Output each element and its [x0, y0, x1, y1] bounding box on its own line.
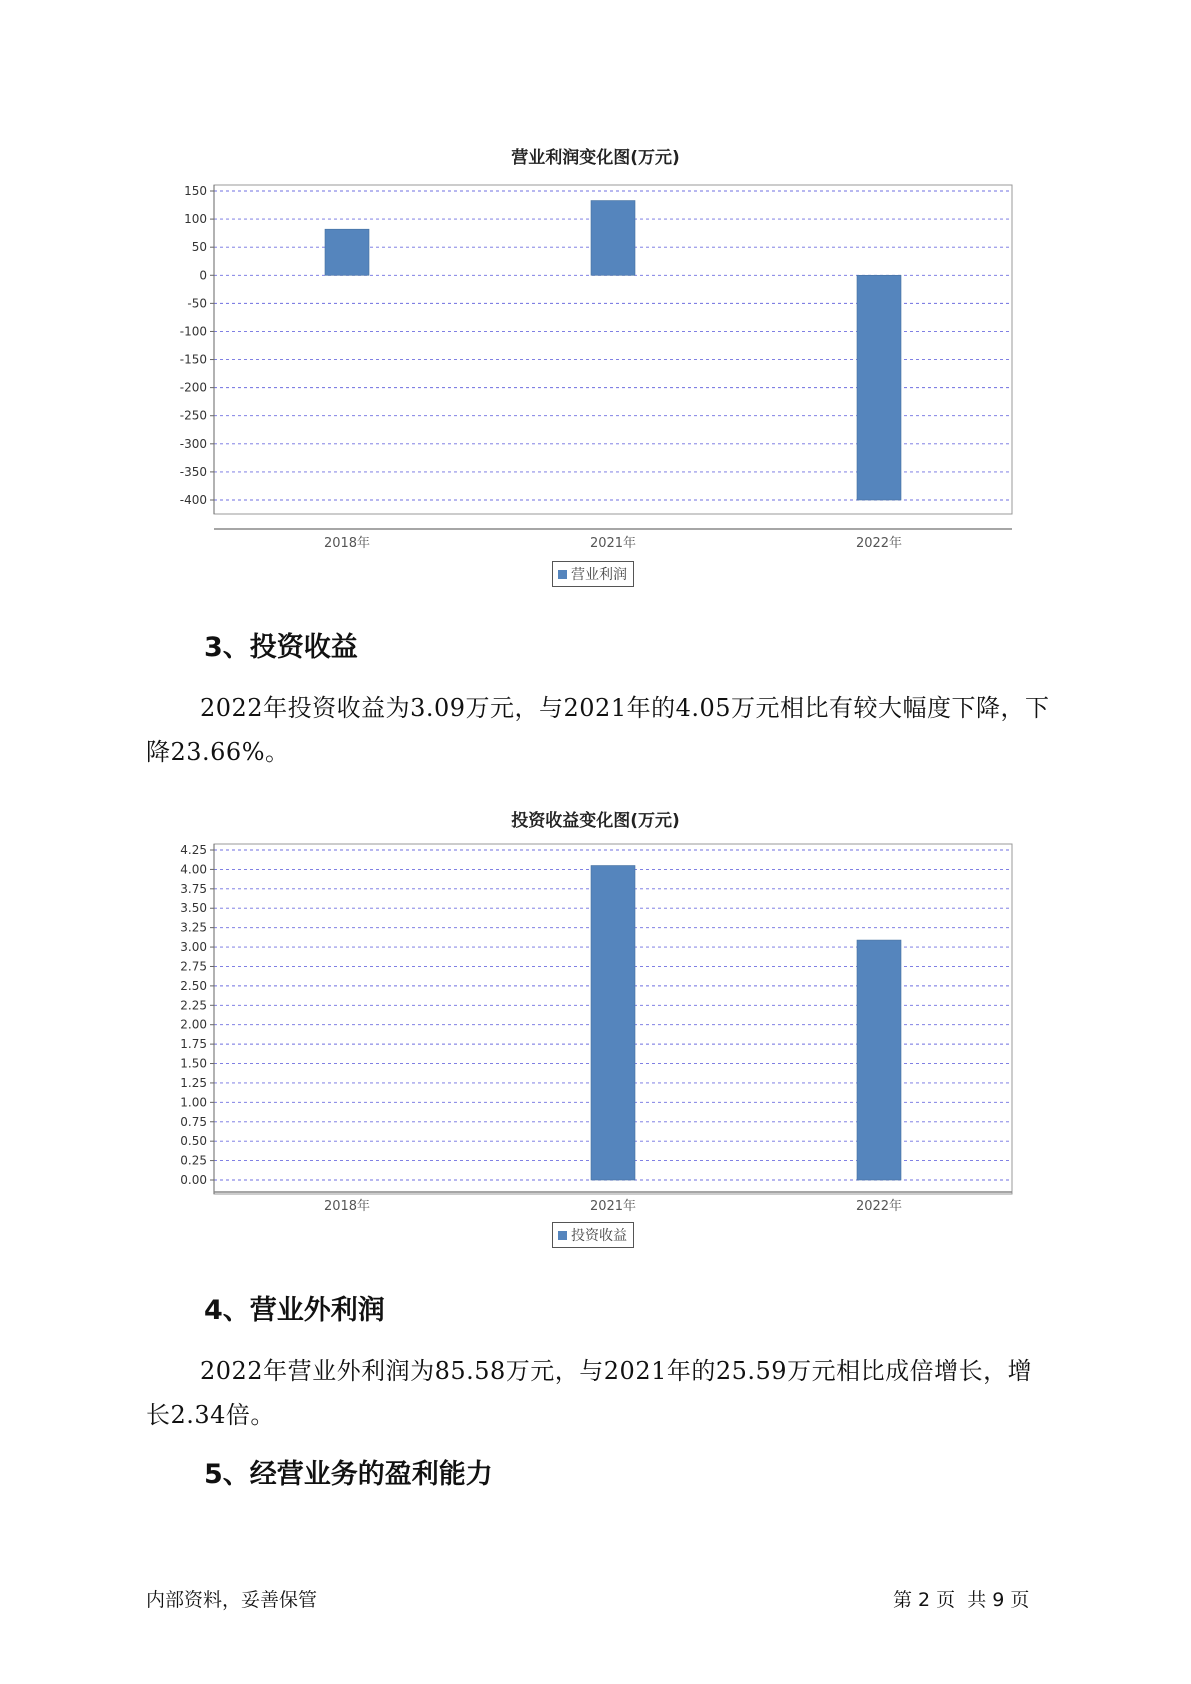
chart2-ytick-label: 4.00 [180, 862, 207, 877]
chart2-category-label: 2021年 [589, 1199, 637, 1212]
chart1-category-label: 2022年 [855, 536, 903, 550]
chart2-title: 投资收益变化图(万元) [511, 811, 680, 831]
chart2-ytick-label: 3.00 [180, 940, 207, 955]
chart2-ytick-label: 1.00 [180, 1095, 207, 1110]
chart2-ytick-label: 3.75 [180, 881, 207, 896]
footer-page-number: 第 2 页 共 9 页 [893, 1589, 1030, 1611]
chart1-ytick-label: -100 [179, 324, 207, 339]
chart2-ytick-label: 1.25 [180, 1075, 207, 1090]
chart2-bar-2022年 [857, 940, 901, 1180]
chart1-ytick-label: -50 [187, 296, 207, 311]
chart1-ytick-label: 150 [184, 184, 207, 198]
chart1-ytick-label: -300 [179, 436, 207, 451]
legend-swatch [558, 570, 567, 579]
chart2-ytick-label: 0.75 [180, 1114, 207, 1129]
legend-swatch [558, 1231, 567, 1240]
chart1-bar-2018年 [325, 229, 369, 275]
chart2-ytick-label: 0.00 [180, 1173, 207, 1187]
chart1-operating-profit [0, 180, 1191, 550]
chart2-ytick-label: 4.25 [180, 843, 207, 857]
chart2-category-label: 2022年 [855, 1199, 903, 1212]
chart2-ytick-label: 0.50 [180, 1134, 207, 1149]
chart1-bar-2022年 [857, 275, 901, 500]
chart2-investment-income [0, 838, 1191, 1212]
chart2-ytick-label: 2.00 [180, 1017, 207, 1032]
chart1-category-label: 2018年 [323, 536, 371, 550]
chart1-ytick-label: 0 [199, 268, 207, 283]
section5-heading: 5、经营业务的盈利能力 [204, 1459, 493, 1490]
chart2-bar-2021年 [591, 866, 635, 1180]
chart2-ytick-label: 3.50 [180, 901, 207, 916]
chart1-ytick-label: -200 [179, 380, 207, 395]
chart2-ytick-label: 0.25 [180, 1153, 207, 1168]
chart1-category-label: 2021年 [589, 536, 637, 550]
chart1-title: 营业利润变化图(万元) [511, 148, 680, 168]
chart1-ytick-label: -350 [179, 464, 207, 479]
chart2-ytick-label: 1.75 [180, 1037, 207, 1052]
section3-heading: 3、投资收益 [204, 632, 358, 663]
chart2-ytick-label: 2.50 [180, 978, 207, 993]
chart1-legend [552, 561, 634, 587]
chart2-legend [552, 1222, 634, 1248]
chart1-ytick-label: -400 [179, 493, 207, 507]
chart1-ytick-label: -150 [179, 352, 207, 367]
chart2-ytick-label: 2.25 [180, 998, 207, 1013]
chart2-ytick-label: 1.50 [180, 1056, 207, 1071]
section4-paragraph: 2022年营业外利润为85.58万元，与2021年的25.59万元相比成倍增长，增长2.34倍。 [146, 1357, 1033, 1429]
chart1-ytick-label: 100 [184, 212, 207, 227]
section3-paragraph: 2022年投资收益为3.09万元，与2021年的4.05万元相比有较大幅度下降，下降23.66%。 [146, 694, 1050, 766]
chart1-bar-2021年 [591, 201, 635, 276]
chart1-legend-label: 营业利润 [571, 567, 627, 583]
chart2-ytick-label: 2.75 [180, 959, 207, 974]
chart1-ytick-label: 50 [191, 240, 207, 255]
chart2-legend-label: 投资收益 [571, 1228, 627, 1244]
section4-heading: 4、营业外利润 [204, 1295, 385, 1326]
footer-confidential: 内部资料，妥善保管 [146, 1589, 318, 1611]
chart2-ytick-label: 3.25 [180, 920, 207, 935]
chart2-category-label: 2018年 [323, 1199, 371, 1212]
chart1-ytick-label: -250 [179, 408, 207, 423]
